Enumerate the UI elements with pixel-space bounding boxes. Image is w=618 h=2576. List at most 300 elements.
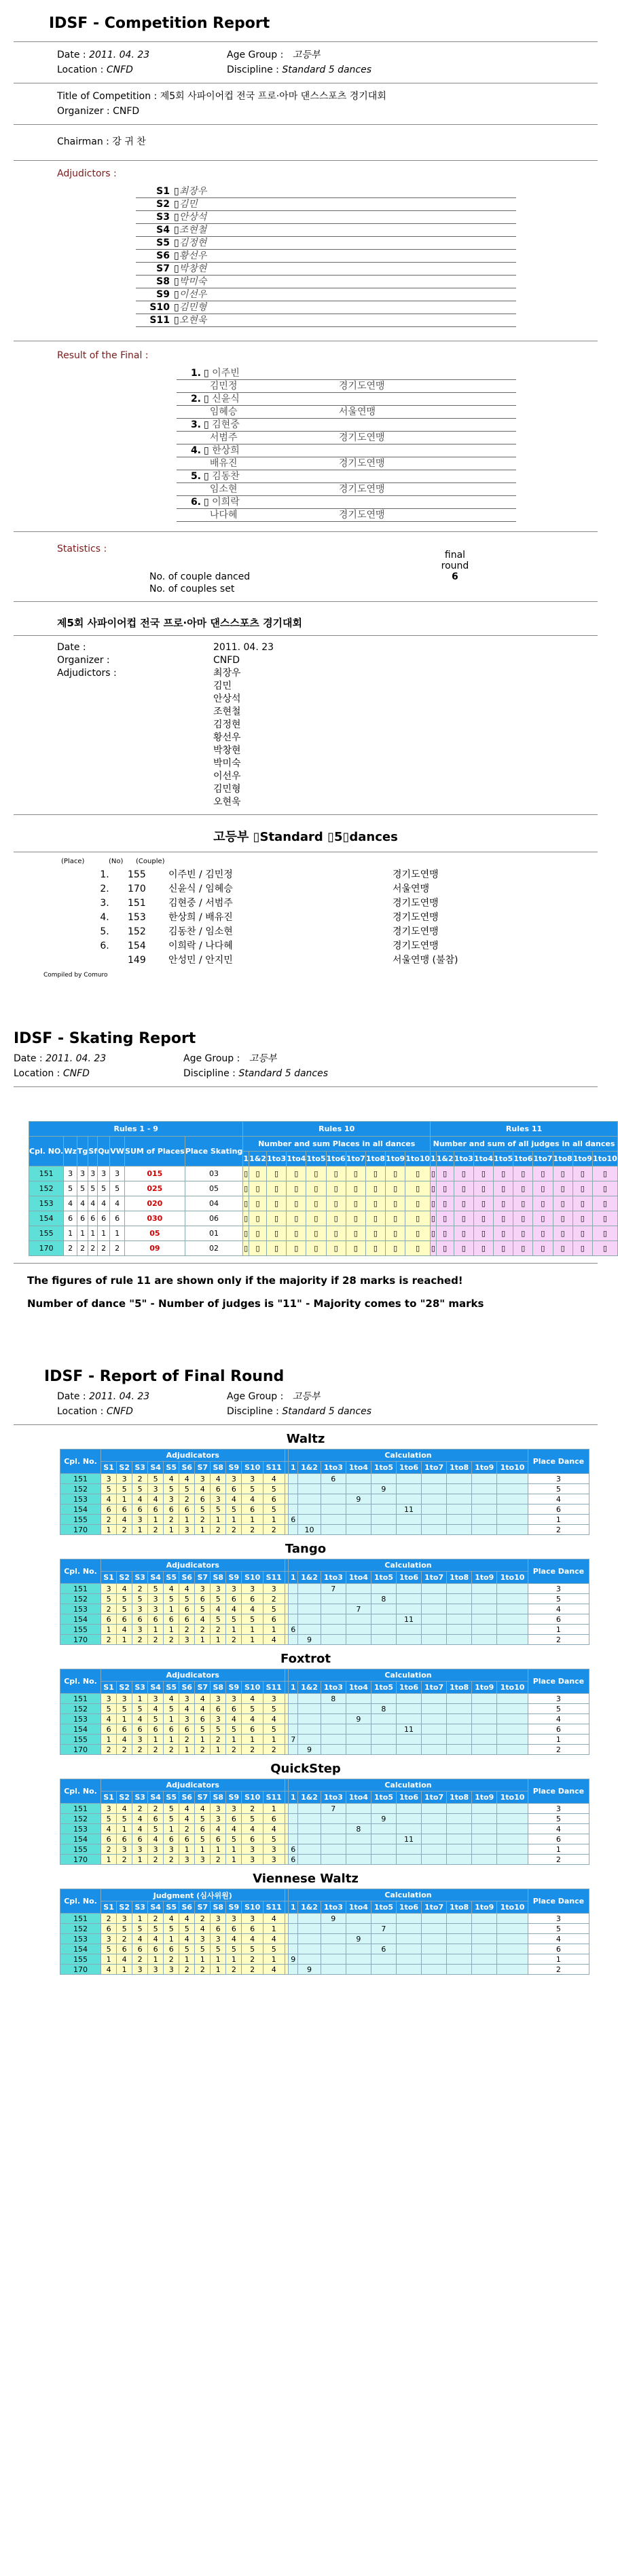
fr-location-row: Location : CNFD Discipline : Standard 5 dances	[57, 1406, 372, 1417]
adjudicator-row	[136, 301, 516, 314]
judge-mark: 3	[132, 1844, 148, 1855]
place-dance: 3	[528, 1694, 589, 1704]
spacer	[204, 458, 210, 469]
judge-mark: 3	[179, 1714, 195, 1724]
judge-mark: 3	[226, 1474, 242, 1484]
adjudicator-name: 최장우	[179, 186, 207, 197]
judge-mark: 6	[148, 1814, 164, 1824]
judge-mark: 3	[132, 1735, 148, 1745]
judge-mark: 6	[148, 1944, 164, 1954]
place-skating: 01	[185, 1226, 243, 1241]
calc-cell	[447, 1474, 472, 1484]
rule10-cell: ▯	[365, 1196, 385, 1211]
table-header: 1to9	[472, 1792, 497, 1804]
calc-cell	[321, 1944, 346, 1954]
judge-mark: 1	[195, 1844, 211, 1855]
calc-cell	[298, 1914, 321, 1924]
judge-mark: 4	[179, 1934, 195, 1944]
skating-date-row: Date : 2011. 04. 23 Age Group : 고등부	[14, 1053, 277, 1064]
judge-mark: 1	[101, 1855, 117, 1865]
place-dance: 2	[528, 1965, 589, 1975]
judge-mark: 2	[195, 1625, 211, 1635]
result-couple: 이희락 / 나다혜	[168, 941, 233, 951]
judge-mark: 2	[195, 1914, 211, 1924]
calc-cell	[298, 1494, 321, 1504]
calc-cell	[472, 1844, 497, 1855]
rule11-cell: ▯	[436, 1181, 454, 1196]
calc-cell	[371, 1604, 396, 1614]
table-header: S7	[195, 1572, 211, 1584]
calc-cell	[422, 1824, 447, 1834]
final-place: 6.	[190, 497, 201, 508]
table-header: S4	[148, 1901, 164, 1914]
judge-mark: 1	[263, 1735, 285, 1745]
judge-mark: 1	[226, 1625, 242, 1635]
judge-mark: 5	[179, 1484, 195, 1494]
adjudicator-name: 김민형	[179, 302, 207, 313]
date-label: Date :	[57, 50, 86, 60]
result-label: Result of the Final :	[57, 350, 149, 361]
judge-mark: 2	[164, 1954, 179, 1965]
calc-cell	[289, 1694, 298, 1704]
judge-mark: 1	[164, 1525, 179, 1535]
calc-cell	[289, 1814, 298, 1824]
judge-mark: 4	[117, 1954, 132, 1965]
rule10-cell: ▯	[267, 1226, 287, 1241]
dance-row	[60, 1814, 589, 1824]
dance-row	[60, 1604, 589, 1614]
summary-adjudicator-name: 오현욱	[213, 797, 241, 808]
dance-place: 1	[77, 1226, 88, 1241]
calc-cell	[396, 1584, 421, 1594]
rule10-cell: ▯	[326, 1181, 346, 1196]
calc-cell	[497, 1965, 528, 1975]
couple-number: 155	[60, 1954, 101, 1965]
calc-cell	[472, 1934, 497, 1944]
rule11-cell: ▯	[592, 1181, 617, 1196]
judge-mark: 2	[226, 1745, 242, 1755]
table-header: 1to10	[497, 1462, 528, 1474]
calc-cell: 6	[371, 1944, 396, 1954]
rule10-cell: ▯	[287, 1181, 306, 1196]
judge-mark: 3	[263, 1694, 285, 1704]
dance-row	[60, 1804, 589, 1814]
judge-mark: 6	[195, 1494, 211, 1504]
judge-mark: 3	[226, 1914, 242, 1924]
judge-mark: 2	[132, 1584, 148, 1594]
table-header: Wz	[64, 1137, 77, 1167]
rule10-cell: ▯	[326, 1241, 346, 1256]
result-couple: 김동찬 / 임소현	[168, 926, 233, 937]
judge-mark: 5	[148, 1714, 164, 1724]
judge-mark: 5	[242, 1944, 263, 1954]
result-number: 152	[128, 926, 146, 937]
calc-cell	[422, 1965, 447, 1975]
judge-mark: 4	[195, 1484, 211, 1494]
judge-mark: 6	[226, 1814, 242, 1824]
dance-place: 3	[88, 1167, 98, 1181]
calc-cell	[321, 1745, 346, 1755]
age-label: Age Group :	[227, 50, 284, 60]
table-header: Place Dance	[528, 1450, 589, 1474]
follower-name: 나다혜	[209, 510, 238, 520]
summary-adjudicator-name: 이선우	[213, 771, 241, 782]
calc-cell	[472, 1714, 497, 1724]
rule11-cell: ▯	[494, 1181, 513, 1196]
judge-mark: 6	[101, 1724, 117, 1735]
dance-place: 5	[77, 1181, 88, 1196]
calc-cell	[497, 1604, 528, 1614]
dance-row	[60, 1484, 589, 1494]
table-header: S2	[117, 1682, 132, 1694]
calc-cell: 8	[371, 1704, 396, 1714]
summary-adjudicator-name: 조현철	[213, 706, 241, 717]
table-header: 1to8	[447, 1901, 472, 1914]
calc-cell	[422, 1844, 447, 1855]
judge-mark: 3	[148, 1484, 164, 1494]
calc-cell	[472, 1604, 497, 1614]
calc-cell	[472, 1704, 497, 1714]
table-header: 1to4	[346, 1462, 371, 1474]
couple-number: 152	[60, 1704, 101, 1714]
calc-cell	[346, 1504, 371, 1515]
calc-cell	[497, 1594, 528, 1604]
calc-cell	[298, 1694, 321, 1704]
final-place: 1.	[190, 368, 201, 379]
dance-place: 5	[110, 1181, 125, 1196]
rule10-cell: ▯	[386, 1211, 405, 1226]
calc-cell	[422, 1474, 447, 1484]
judge-mark: 3	[117, 1474, 132, 1484]
calc-cell	[298, 1594, 321, 1604]
skating-report-title: IDSF - Skating Report	[14, 1030, 196, 1047]
judge-mark: 5	[226, 1724, 242, 1735]
calc-cell	[298, 1474, 321, 1484]
calc-cell	[371, 1504, 396, 1515]
follower-name: 김민정	[209, 381, 238, 392]
dance-row	[60, 1965, 589, 1975]
calc-cell: 9	[346, 1494, 371, 1504]
rule10-cell: ▯	[346, 1226, 365, 1241]
calc-cell	[447, 1625, 472, 1635]
table-header: S3	[132, 1792, 148, 1804]
judge-mark: 4	[179, 1474, 195, 1484]
table-header: S1	[101, 1572, 117, 1584]
table-header: Place Dance	[528, 1559, 589, 1584]
summary-adjudicator-name: 박창현	[213, 745, 241, 756]
rule10-cell: ▯	[365, 1241, 385, 1256]
judge-mark: 4	[148, 1834, 164, 1844]
calc-cell	[289, 1745, 298, 1755]
location-row	[14, 62, 598, 77]
judge-mark: 3	[101, 1584, 117, 1594]
table-header: S11	[263, 1462, 285, 1474]
final-place: 3.	[190, 419, 201, 430]
table-header: Number and sum Places in all dances	[243, 1137, 431, 1152]
rule10-cell: ▯	[267, 1167, 287, 1181]
summary-results	[14, 868, 598, 968]
table-header: S9	[226, 1572, 242, 1584]
calc-cell	[371, 1584, 396, 1594]
table-header: S9	[226, 1792, 242, 1804]
calc-cell	[298, 1735, 321, 1745]
calc-cell	[321, 1635, 346, 1645]
judge-mark: 1	[148, 1735, 164, 1745]
calc-cell	[497, 1474, 528, 1484]
event-title: 고등부 ▯Standard ▯5▯dances	[213, 830, 398, 844]
judge-mark: 5	[179, 1944, 195, 1954]
place-skating: 04	[185, 1196, 243, 1211]
discipline-label: Discipline :	[227, 64, 279, 75]
result-club: 서울연맹	[393, 884, 430, 894]
judge-mark: 4	[101, 1965, 117, 1975]
calc-cell	[447, 1515, 472, 1525]
calc-cell	[472, 1525, 497, 1535]
calc-cell	[422, 1584, 447, 1594]
judge-mark: 1	[101, 1735, 117, 1745]
calc-cell: 7	[346, 1604, 371, 1614]
rule11-cell: ▯	[473, 1241, 493, 1256]
summary-result-row	[14, 896, 598, 911]
calc-cell	[298, 1584, 321, 1594]
divider	[14, 635, 598, 636]
judge-mark: 1	[132, 1525, 148, 1535]
dance-row	[60, 1504, 589, 1515]
dance-row	[60, 1745, 589, 1755]
rule10-cell: ▯	[243, 1181, 249, 1196]
judge-mark: 3	[211, 1814, 226, 1824]
couple-number: 152	[60, 1594, 101, 1604]
calc-cell	[289, 1604, 298, 1614]
rule11-cell: ▯	[494, 1196, 513, 1211]
calc-cell: 6	[289, 1844, 298, 1855]
judge-mark: 5	[148, 1584, 164, 1594]
judge-mark: 1	[242, 1635, 263, 1645]
judge-mark: 4	[117, 1625, 132, 1635]
calc-cell	[289, 1525, 298, 1535]
calc-cell	[298, 1614, 321, 1625]
rule10-cell: ▯	[287, 1211, 306, 1226]
calc-cell	[472, 1855, 497, 1865]
judge-mark: 6	[117, 1614, 132, 1625]
calc-cell	[472, 1635, 497, 1645]
calc-cell	[321, 1614, 346, 1625]
couple-number: 154	[60, 1614, 101, 1625]
dance-place: 2	[98, 1241, 110, 1256]
dance-row	[60, 1584, 589, 1594]
calc-cell	[346, 1704, 371, 1714]
place-skating: 02	[185, 1241, 243, 1256]
dance-place: 4	[98, 1196, 110, 1211]
judge-mark: 6	[195, 1714, 211, 1724]
judge-mark: 1	[117, 1494, 132, 1504]
calc-cell	[346, 1855, 371, 1865]
table-header: 1to10	[497, 1572, 528, 1584]
table-header: S4	[148, 1682, 164, 1694]
rule10-cell: ▯	[386, 1241, 405, 1256]
calc-cell	[497, 1944, 528, 1954]
judge-mark: 5	[195, 1724, 211, 1735]
rule11-cell: ▯	[454, 1211, 473, 1226]
result-number: 155	[128, 869, 146, 880]
place-dance: 4	[528, 1714, 589, 1724]
rule11-cell: ▯	[431, 1167, 437, 1181]
calc-cell	[289, 1484, 298, 1494]
calc-cell	[396, 1824, 421, 1834]
table-header: 1to9	[572, 1152, 592, 1167]
rule10-cell: ▯	[326, 1196, 346, 1211]
calc-cell	[289, 1724, 298, 1735]
rule11-cell: ▯	[572, 1226, 592, 1241]
judge-mark: 3	[195, 1934, 211, 1944]
calc-cell	[447, 1965, 472, 1975]
calc-cell	[346, 1474, 371, 1484]
calc-cell	[321, 1625, 346, 1635]
summary-title: 제5회 사파이어컵 전국 프로·아마 댄스스포츠 경기대회	[57, 617, 303, 629]
table-header: Adjudicators	[101, 1559, 285, 1572]
judge-mark: 4	[211, 1824, 226, 1834]
calc-cell: 8	[346, 1824, 371, 1834]
judge-mark: 2	[148, 1804, 164, 1814]
judge-mark: 3	[211, 1804, 226, 1814]
couple-number: 151	[60, 1584, 101, 1594]
judge-mark: 5	[242, 1704, 263, 1714]
calc-cell	[289, 1704, 298, 1714]
skating-row	[29, 1211, 618, 1226]
table-header: 1&2	[298, 1462, 321, 1474]
divider	[14, 1086, 598, 1087]
table-header: 1to8	[447, 1792, 472, 1804]
title-of-competition: Title of Competition : 제5회 사파이어컵 전국 프로·아마 댄스스포츠 경기대회	[57, 91, 386, 102]
club-name: 경기도연맹	[338, 381, 385, 392]
judge-mark: 2	[101, 1635, 117, 1645]
rule11-cell: ▯	[431, 1196, 437, 1211]
result-number: 154	[128, 941, 146, 951]
place-skating: 06	[185, 1211, 243, 1226]
adjudicator-name: 박창현	[179, 263, 207, 274]
follower-name: 서범주	[209, 432, 238, 443]
judge-mark: 1	[242, 1735, 263, 1745]
calc-cell	[447, 1804, 472, 1814]
rule10-cell: ▯	[249, 1196, 267, 1211]
divider	[14, 601, 598, 602]
place-dance: 6	[528, 1504, 589, 1515]
couple-number: 151	[29, 1167, 64, 1181]
judge-mark: 3	[242, 1474, 263, 1484]
judge-mark: 5	[263, 1704, 285, 1714]
judge-mark: 5	[242, 1484, 263, 1494]
calc-cell	[422, 1625, 447, 1635]
table-header: 1to8	[447, 1682, 472, 1694]
judge-mark: 2	[263, 1525, 285, 1535]
place-skating: 05	[185, 1181, 243, 1196]
rule11-cell: ▯	[436, 1167, 454, 1181]
judge-mark: 5	[164, 1804, 179, 1814]
calc-cell	[396, 1965, 421, 1975]
judge-mark: 6	[242, 1834, 263, 1844]
calc-cell	[472, 1484, 497, 1494]
result-club: 경기도연맹	[393, 869, 439, 880]
table-header: S10	[242, 1901, 263, 1914]
summary-adjudicator-name: 최장우	[213, 668, 241, 679]
couple-number: 155	[29, 1226, 64, 1241]
judge-mark: 1	[148, 1625, 164, 1635]
final-result-line	[177, 483, 516, 496]
judge-mark: 4	[179, 1704, 195, 1714]
table-header: S9	[226, 1682, 242, 1694]
judge-mark: 1	[132, 1855, 148, 1865]
date-row	[14, 48, 598, 62]
judge-mark: 1	[101, 1954, 117, 1965]
judge-mark: 2	[164, 1635, 179, 1645]
rule10-cell: ▯	[267, 1196, 287, 1211]
judge-mark: 4	[263, 1714, 285, 1724]
summary-adjudicator-name: 안상석	[213, 694, 241, 704]
summary-result-row	[14, 925, 598, 939]
place-dance: 3	[528, 1584, 589, 1594]
rule10-cell: ▯	[243, 1241, 249, 1256]
calc-cell	[422, 1614, 447, 1625]
judge-mark: 4	[117, 1584, 132, 1594]
judge-mark: 6	[164, 1944, 179, 1954]
calc-cell	[289, 1965, 298, 1975]
rule10-cell: ▯	[405, 1211, 431, 1226]
judge-mark: 1	[101, 1625, 117, 1635]
final-result-list	[14, 367, 598, 522]
adjudicator-row	[136, 237, 516, 250]
table-header: 1to4	[346, 1572, 371, 1584]
rule11-cell: ▯	[454, 1167, 473, 1181]
judge-mark: 3	[211, 1694, 226, 1704]
checkbox-glyph: ▯	[174, 186, 179, 197]
dance-row	[60, 1944, 589, 1954]
final-result-item	[177, 470, 598, 496]
judge-mark: 4	[117, 1804, 132, 1814]
table-header: 1&2	[298, 1901, 321, 1914]
judge-mark: 5	[211, 1944, 226, 1954]
judge-mark: 2	[117, 1855, 132, 1865]
table-header: Calculation	[289, 1669, 528, 1682]
judge-mark: 2	[242, 1965, 263, 1975]
table-header: 1to7	[422, 1901, 447, 1914]
rule11-cell: ▯	[431, 1211, 437, 1226]
rule10-cell: ▯	[267, 1211, 287, 1226]
calc-cell	[346, 1914, 371, 1924]
calc-cell	[497, 1504, 528, 1515]
table-header: S5	[164, 1682, 179, 1694]
place-dance: 4	[528, 1934, 589, 1944]
judge-mark: 4	[195, 1704, 211, 1714]
table-header: S5	[164, 1462, 179, 1474]
table-header: S2	[117, 1572, 132, 1584]
calc-cell	[321, 1494, 346, 1504]
follower-name: 임혜승	[209, 406, 238, 417]
rule10-cell: ▯	[346, 1211, 365, 1226]
judge-mark: 5	[263, 1944, 285, 1954]
judge-mark: 1	[195, 1525, 211, 1535]
rule11-cell: ▯	[572, 1241, 592, 1256]
summary-result-row	[14, 911, 598, 925]
rule11-cell: ▯	[513, 1241, 533, 1256]
dance-row	[60, 1844, 589, 1855]
calc-cell: 9	[289, 1954, 298, 1965]
calc-cell	[371, 1804, 396, 1814]
table-header: 1to8	[553, 1152, 572, 1167]
rule11-cell: ▯	[533, 1226, 553, 1241]
calc-cell	[321, 1954, 346, 1965]
rule10-cell: ▯	[249, 1167, 267, 1181]
table-header: 1to6	[396, 1572, 421, 1584]
